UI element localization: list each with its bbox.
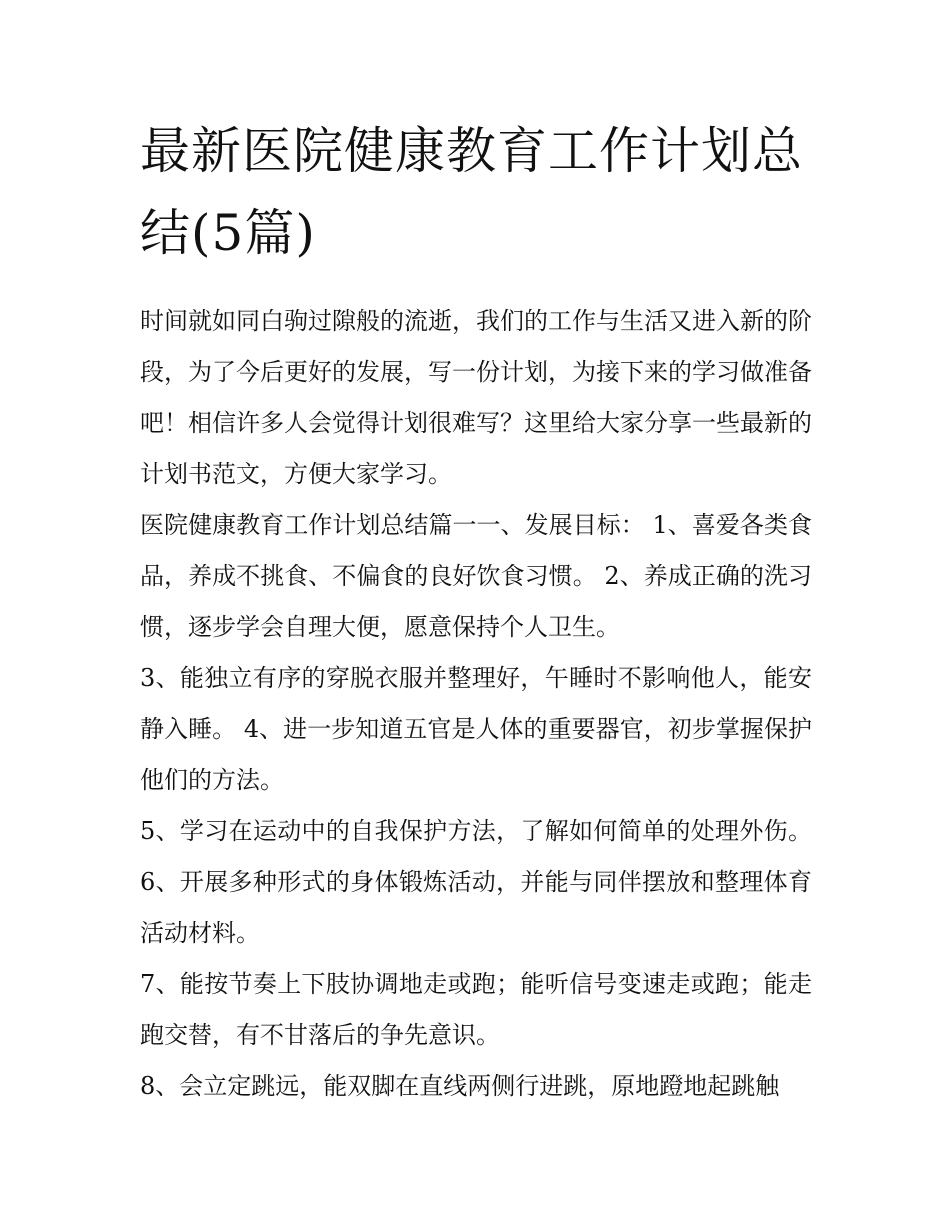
paragraph-goal-8: 8、会立定跳远，能双脚在直线两侧行进跳，原地蹬地起跳触 xyxy=(140,1072,780,1100)
paragraph-goals-3-4: 3、能独立有序的穿脱衣服并整理好，午睡时不影响他人，能安静入睡。 4、进一步知道五官是人体的重要器官，初步掌握保护他们的方法。 xyxy=(140,664,812,794)
document-title: 最新医院健康教育工作计划总结(5篇) xyxy=(140,122,803,262)
paragraph-intro: 时间就如同白驹过隙般的流逝，我们的工作与生活又进入新的阶段，为了今后更好的发展，写一份计划，为接下来的学习做准备吧！相信许多人会觉得计划很难写？这里给大家分享一些最新的计划书范文，方便大家学习。 xyxy=(140,307,812,488)
paragraph-goal-7: 7、能按节奏上下肢协调地走或跑；能听信号变速走或跑；能走跑交替，有不甘落后的争先意识。 xyxy=(140,970,812,1049)
paragraph-goals-5-6: 5、学习在运动中的自我保护方法，了解如何简单的处理外伤。 6、开展多种形式的身体锻炼活动，并能与同伴摆放和整理体育活动材料。 xyxy=(140,817,812,947)
paragraph-goals-1-2: 医院健康教育工作计划总结篇一一、发展目标： 1、喜爱各类食品，养成不挑食、不偏食的良好饮食习惯。 2、养成正确的洗习惯，逐步学会自理大便，愿意保持个人卫生。 xyxy=(140,511,812,641)
document-body xyxy=(140,110,812,1112)
